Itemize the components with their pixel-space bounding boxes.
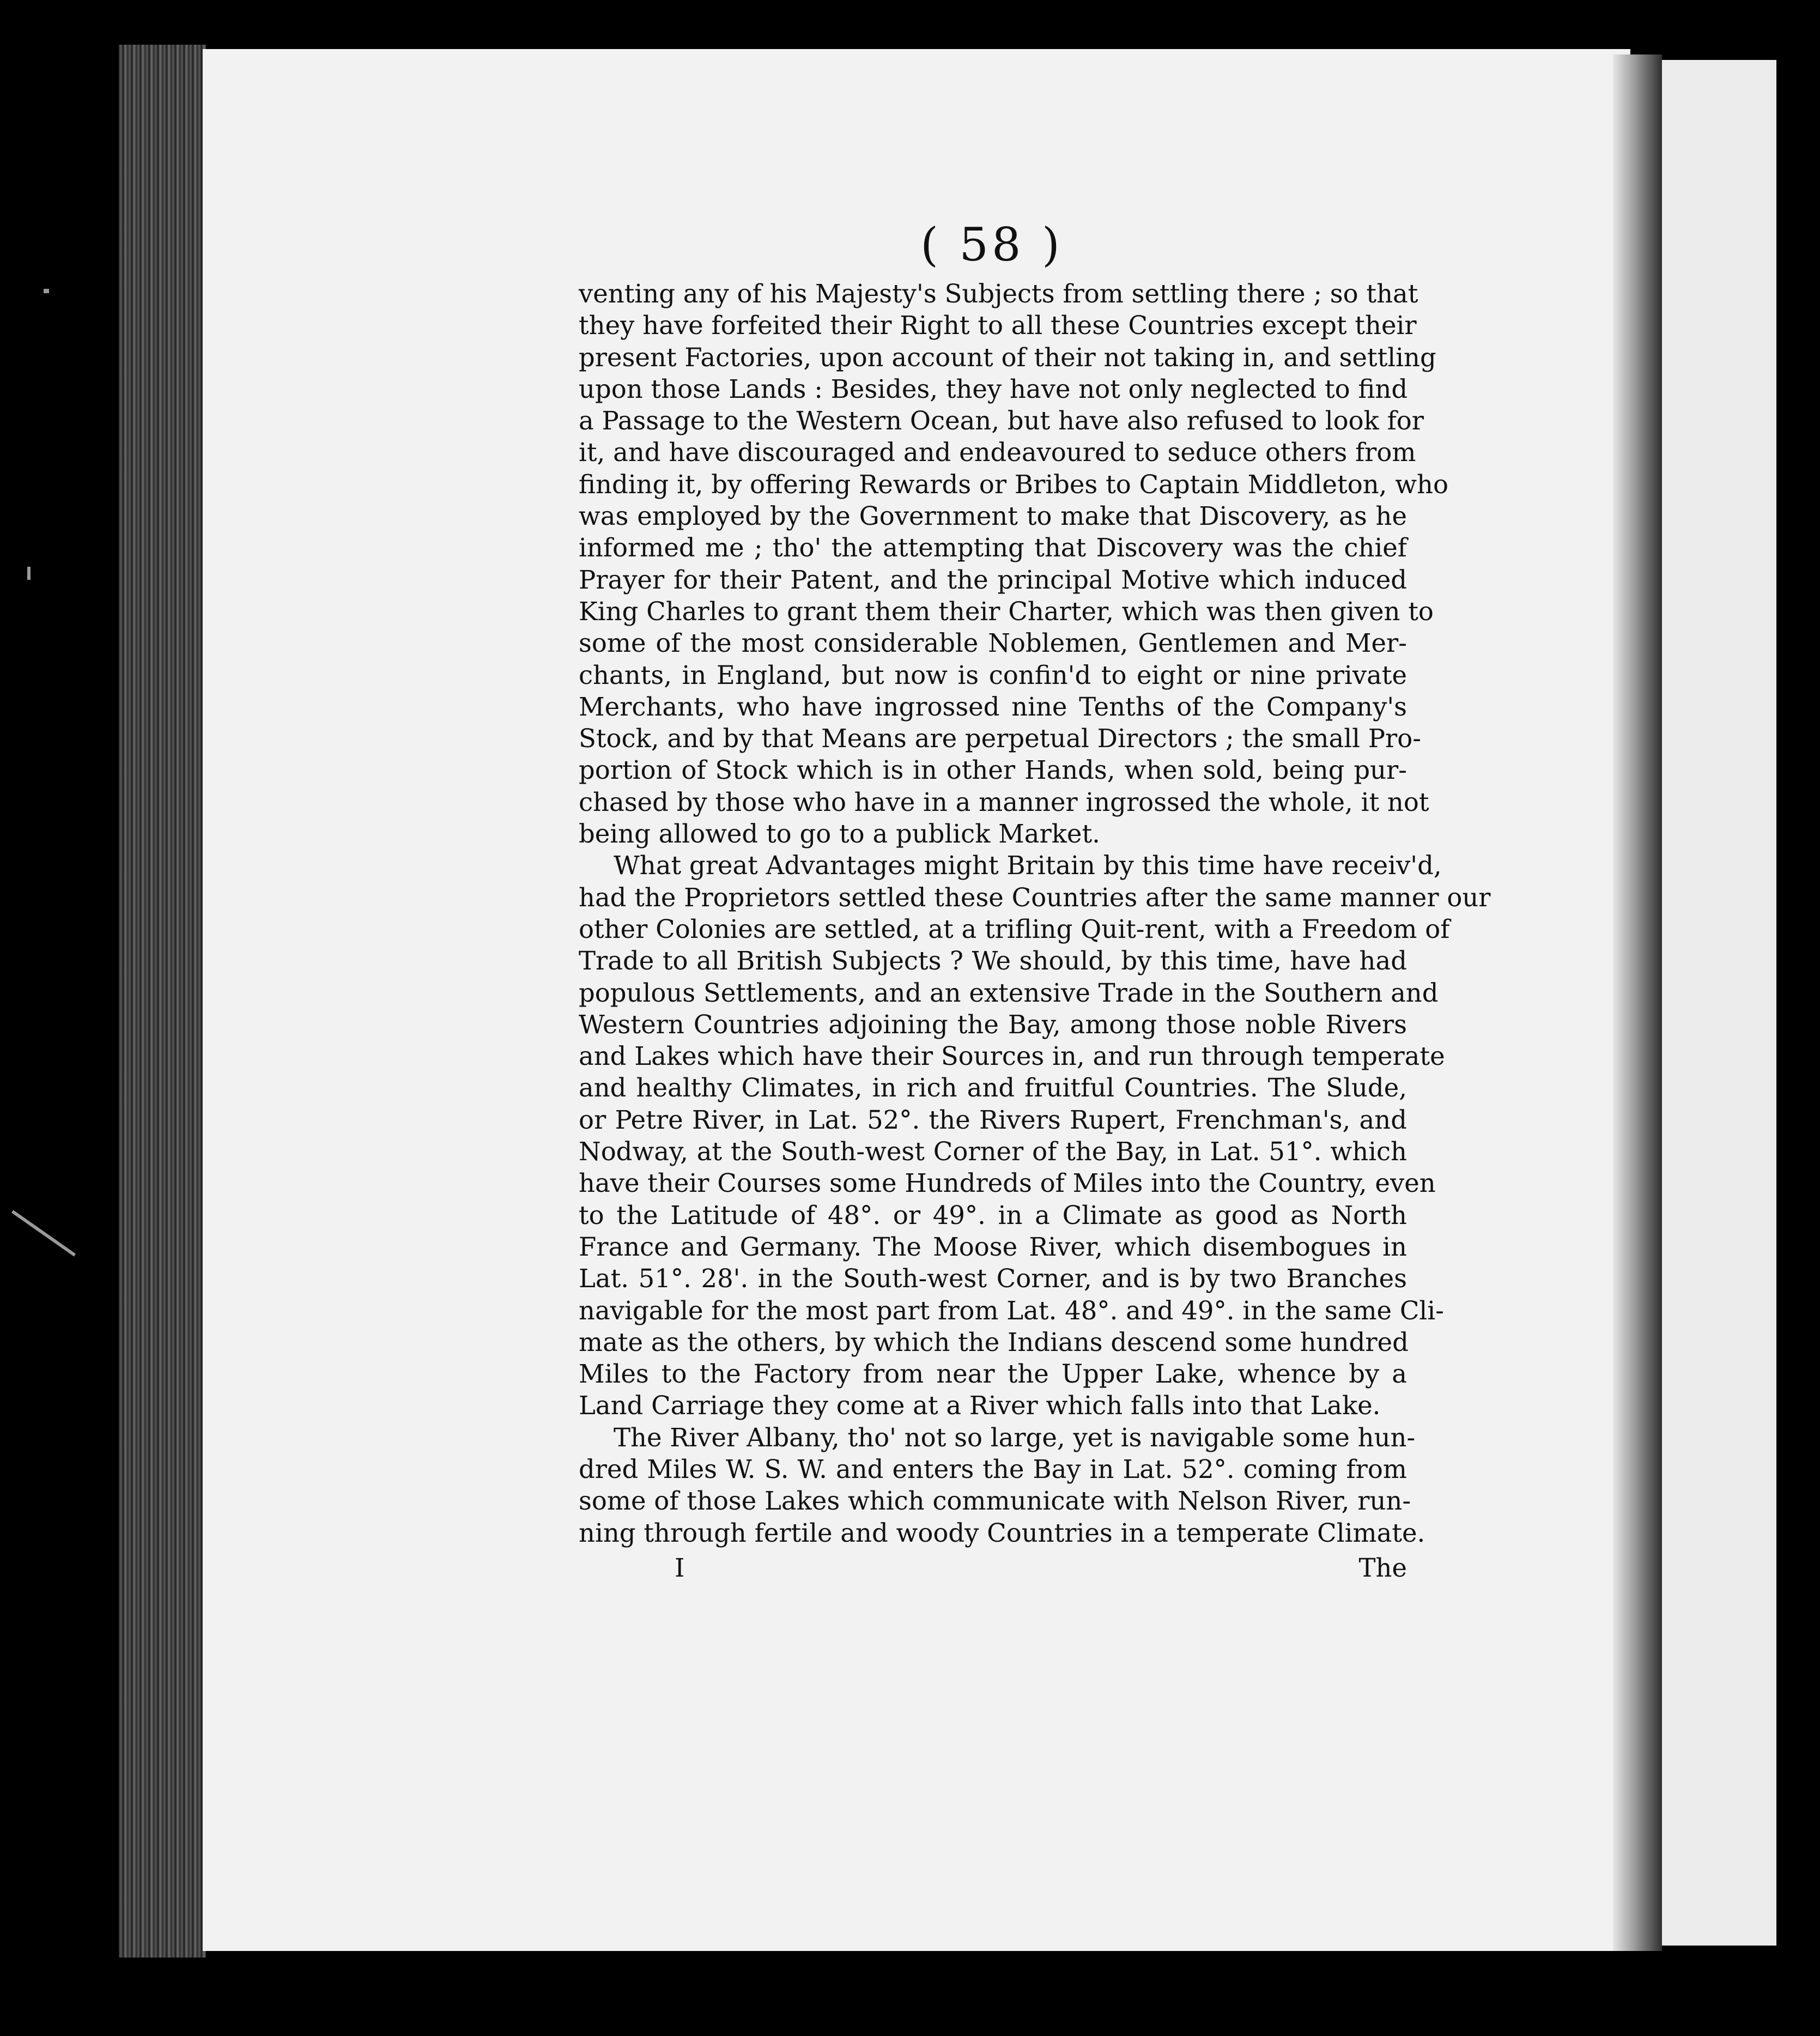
text-line: was employed by the Government to make that Discovery, as he — [579, 501, 1407, 531]
text-line: Trade to all British Subjects ? We should, by this time, have had — [579, 946, 1407, 976]
text-line: Miles to the Factory from near the Upper Lake, whence by a — [579, 1359, 1407, 1389]
page-footer — [579, 1553, 1407, 1586]
catchword: The — [1358, 1553, 1407, 1583]
text-line: some of the most considerable Noblemen, Gentlemen and Mer- — [579, 628, 1407, 658]
text-line: or Petre River, in Lat. 52°. the Rivers Rupert, Frenchman's, and — [579, 1105, 1407, 1135]
scan-speck — [27, 567, 31, 580]
book-page-edges — [119, 45, 206, 1958]
text-line: Western Countries adjoining the Bay, among those noble Rivers — [579, 1009, 1407, 1039]
gutter-shadow — [1613, 54, 1662, 1951]
text-line: some of those Lakes which communicate with Nelson River, run- — [579, 1486, 1411, 1516]
text-line: populous Settlements, and an extensive Trade in the Southern and — [579, 978, 1439, 1008]
text-line: What great Advantages might Britain by this time have receiv'd, — [614, 851, 1442, 881]
text-line: Lat. 51°. 28'. in the South-west Corner, and is by two Branches — [579, 1264, 1407, 1294]
text-line: ning through fertile and woody Countries in a temperate Climate. — [579, 1518, 1425, 1548]
text-line: upon those Lands : Besides, they have not only neglected to find — [579, 374, 1408, 404]
text-line: have their Courses some Hundreds of Miles into the Country, even — [579, 1168, 1436, 1198]
text-line: venting any of his Majesty's Subjects from settling there ; so that — [579, 279, 1418, 308]
text-line: other Colonies are settled, at a trifling Quit-rent, with a Freedom of — [579, 914, 1450, 944]
text-line: and Lakes which have their Sources in, and run through temperate — [579, 1041, 1445, 1071]
text-line: The River Albany, tho' not so large, yet is navigable some hun- — [614, 1422, 1416, 1452]
text-line: chants, in England, but now is confin'd to eight or nine private — [579, 660, 1407, 690]
text-line: dred Miles W. S. W. and enters the Bay in Lat. 52°. coming from — [579, 1454, 1407, 1484]
signature-mark: I — [675, 1553, 685, 1583]
text-line: present Factories, upon account of their not taking in, and settling — [579, 342, 1436, 372]
text-line: King Charles to grant them their Charter, which was then given to — [579, 596, 1434, 626]
text-line: finding it, by offering Rewards or Bribes to Captain Middleton, who — [579, 469, 1448, 499]
text-line: informed me ; tho' the attempting that Discovery was the chief — [579, 533, 1407, 563]
text-line: had the Proprietors settled these Countries after the same manner our — [579, 882, 1491, 912]
text-line: to the Latitude of 48°. or 49°. in a Climate as good as North — [579, 1200, 1407, 1230]
text-line: they have forfeited their Right to all these Countries except their — [579, 311, 1417, 341]
scan-speck — [44, 289, 49, 293]
text-line: chased by those who have in a manner ingrossed the whole, it not — [579, 787, 1429, 817]
text-line: Nodway, at the South-west Corner of the Bay, in Lat. 51°. which — [579, 1137, 1407, 1167]
text-line: Stock, and by that Means are perpetual Directors ; the small Pro- — [579, 724, 1421, 754]
text-line: mate as the others, by which the Indians descend some hundred — [579, 1327, 1409, 1357]
text-line: it, and have discouraged and endeavoured to seduce others from — [579, 438, 1416, 468]
text-line: Prayer for their Patent, and the principal Motive which induced — [579, 565, 1407, 595]
text-line: being allowed to go to a publick Market. — [579, 819, 1100, 849]
page-number: ( 58 ) — [920, 218, 1063, 271]
body-text — [579, 278, 1491, 1549]
text-line: Land Carriage they come at a River which falls into that Lake. — [579, 1391, 1381, 1421]
facing-page — [1662, 60, 1776, 1946]
text-line: and healthy Climates, in rich and fruitful Countries. The Slude, — [579, 1073, 1407, 1103]
text-line: navigable for the most part from Lat. 48°. and 49°. in the same Cli- — [579, 1295, 1444, 1325]
text-line: France and Germany. The Moose River, which disembogues in — [579, 1232, 1407, 1262]
text-line: Merchants, who have ingrossed nine Tenths of the Company's — [579, 692, 1407, 722]
text-line: portion of Stock which is in other Hands, when sold, being pur- — [579, 755, 1407, 785]
text-line: a Passage to the Western Ocean, but have also refused to look for — [579, 406, 1424, 436]
